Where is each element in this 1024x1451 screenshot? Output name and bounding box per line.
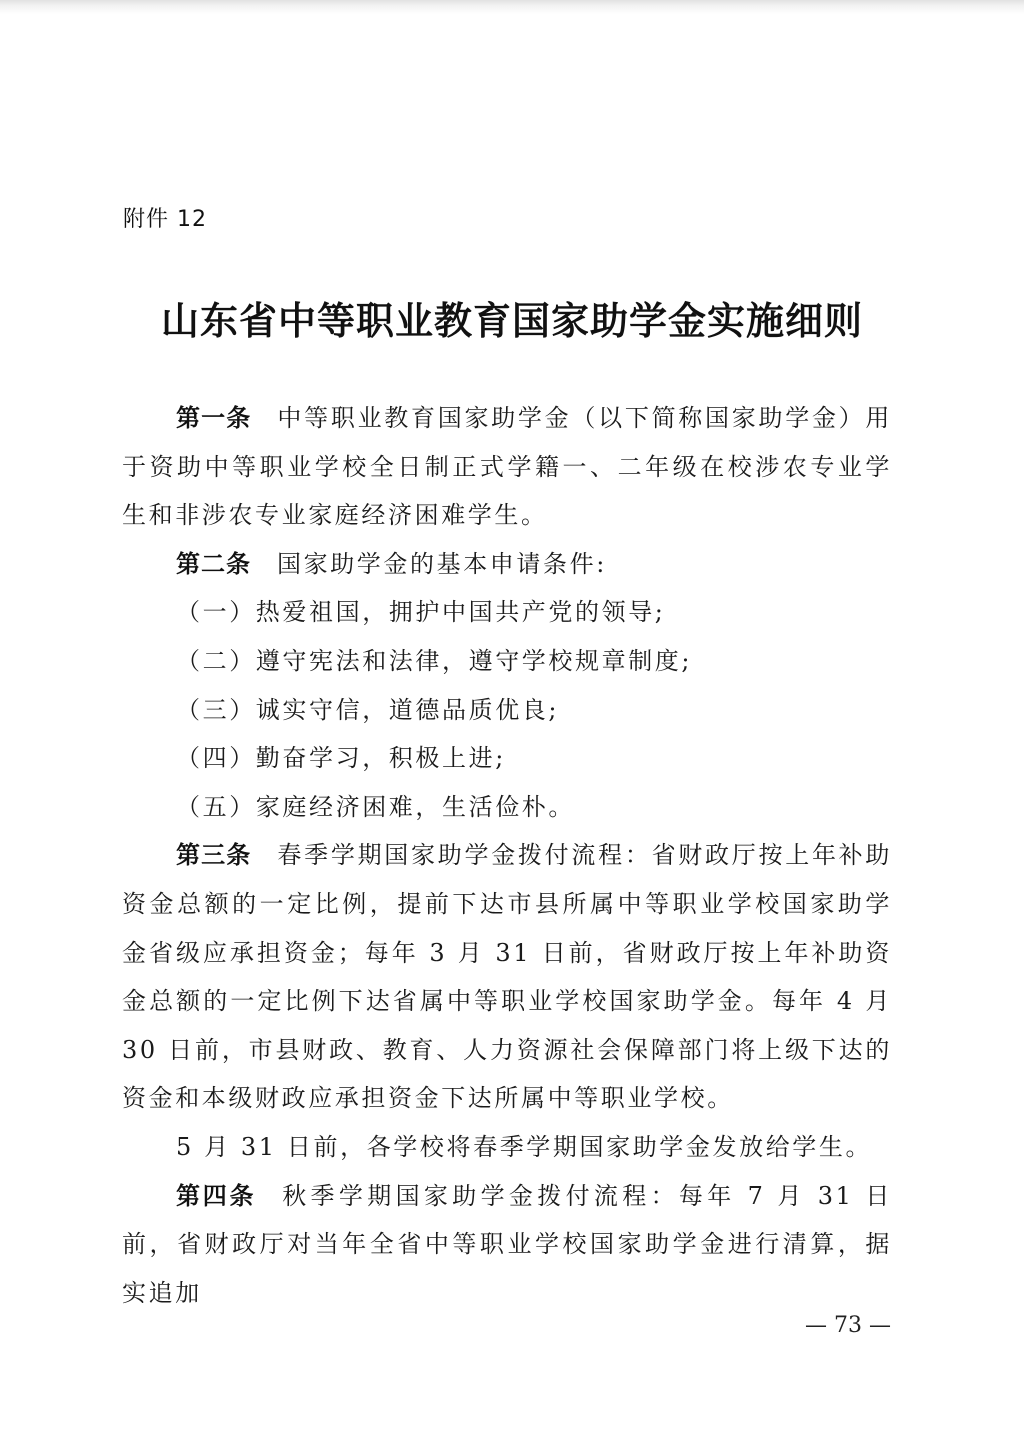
article-3-continuation bbox=[122, 1123, 892, 1172]
condition-text: （二）遵守宪法和法律，遵守学校规章制度; bbox=[176, 646, 693, 675]
article-heading: 第二条 bbox=[176, 549, 251, 578]
article-3 bbox=[122, 831, 892, 1123]
condition-item-5 bbox=[122, 783, 892, 832]
article-heading: 第四条 bbox=[176, 1181, 257, 1210]
condition-item-4 bbox=[122, 734, 892, 783]
condition-text: （一）热爱祖国，拥护中国共产党的领导; bbox=[176, 598, 666, 627]
article-text: 秋季学期国家助学金拨付流程：每年 7 月 31 日前，省财政厅对当年全省中等职业学校国家助学金进行清算，据实追加 bbox=[122, 1181, 893, 1307]
article-heading: 第三条 bbox=[176, 841, 252, 870]
document-title: 山东省中等职业教育国家助学金实施细则 bbox=[160, 298, 863, 343]
article-1 bbox=[122, 394, 892, 540]
condition-item-2 bbox=[122, 637, 892, 686]
document-body bbox=[122, 394, 892, 1317]
condition-item-1 bbox=[122, 588, 892, 637]
article-text: 春季学期国家助学金拨付流程：省财政厅按上年补助资金总额的一定比例，提前下达市县所属中等职业学校国家助学金省级应承担资金；每年 3 月 31 日前，省财政厅按上年补助资金总额的一定比例下达省属中等职业学校国家助学金。每年 4 月 30 日前，市县财政、教育、人力资源社会保障部门将上级下达的资金和本级财政应承担资金下达所属中等职业学校。 bbox=[122, 841, 892, 1113]
article-2 bbox=[122, 540, 892, 589]
article-text: 中等职业教育国家助学金（以下简称国家助学金）用于资助中等职业学校全日制正式学籍一、二年级在校涉农专业学生和非涉农专业家庭经济困难学生。 bbox=[122, 404, 892, 530]
condition-item-3 bbox=[122, 686, 892, 735]
paragraph-text: 5 月 31 日前，各学校将春季学期国家助学金发放给学生。 bbox=[176, 1132, 873, 1161]
attachment-label: 附件 12 bbox=[123, 207, 207, 232]
article-heading: 第一条 bbox=[176, 404, 252, 432]
condition-text: （四）勤奋学习，积极上进; bbox=[176, 744, 506, 773]
page-number: — 73 — bbox=[805, 1313, 891, 1338]
article-text: 国家助学金的基本申请条件: bbox=[277, 549, 607, 578]
scan-edge bbox=[0, 0, 1024, 14]
condition-text: （三）诚实守信，道德品质优良; bbox=[176, 695, 560, 724]
article-4 bbox=[122, 1172, 892, 1318]
condition-text: （五）家庭经济困难，生活俭朴。 bbox=[176, 792, 575, 821]
